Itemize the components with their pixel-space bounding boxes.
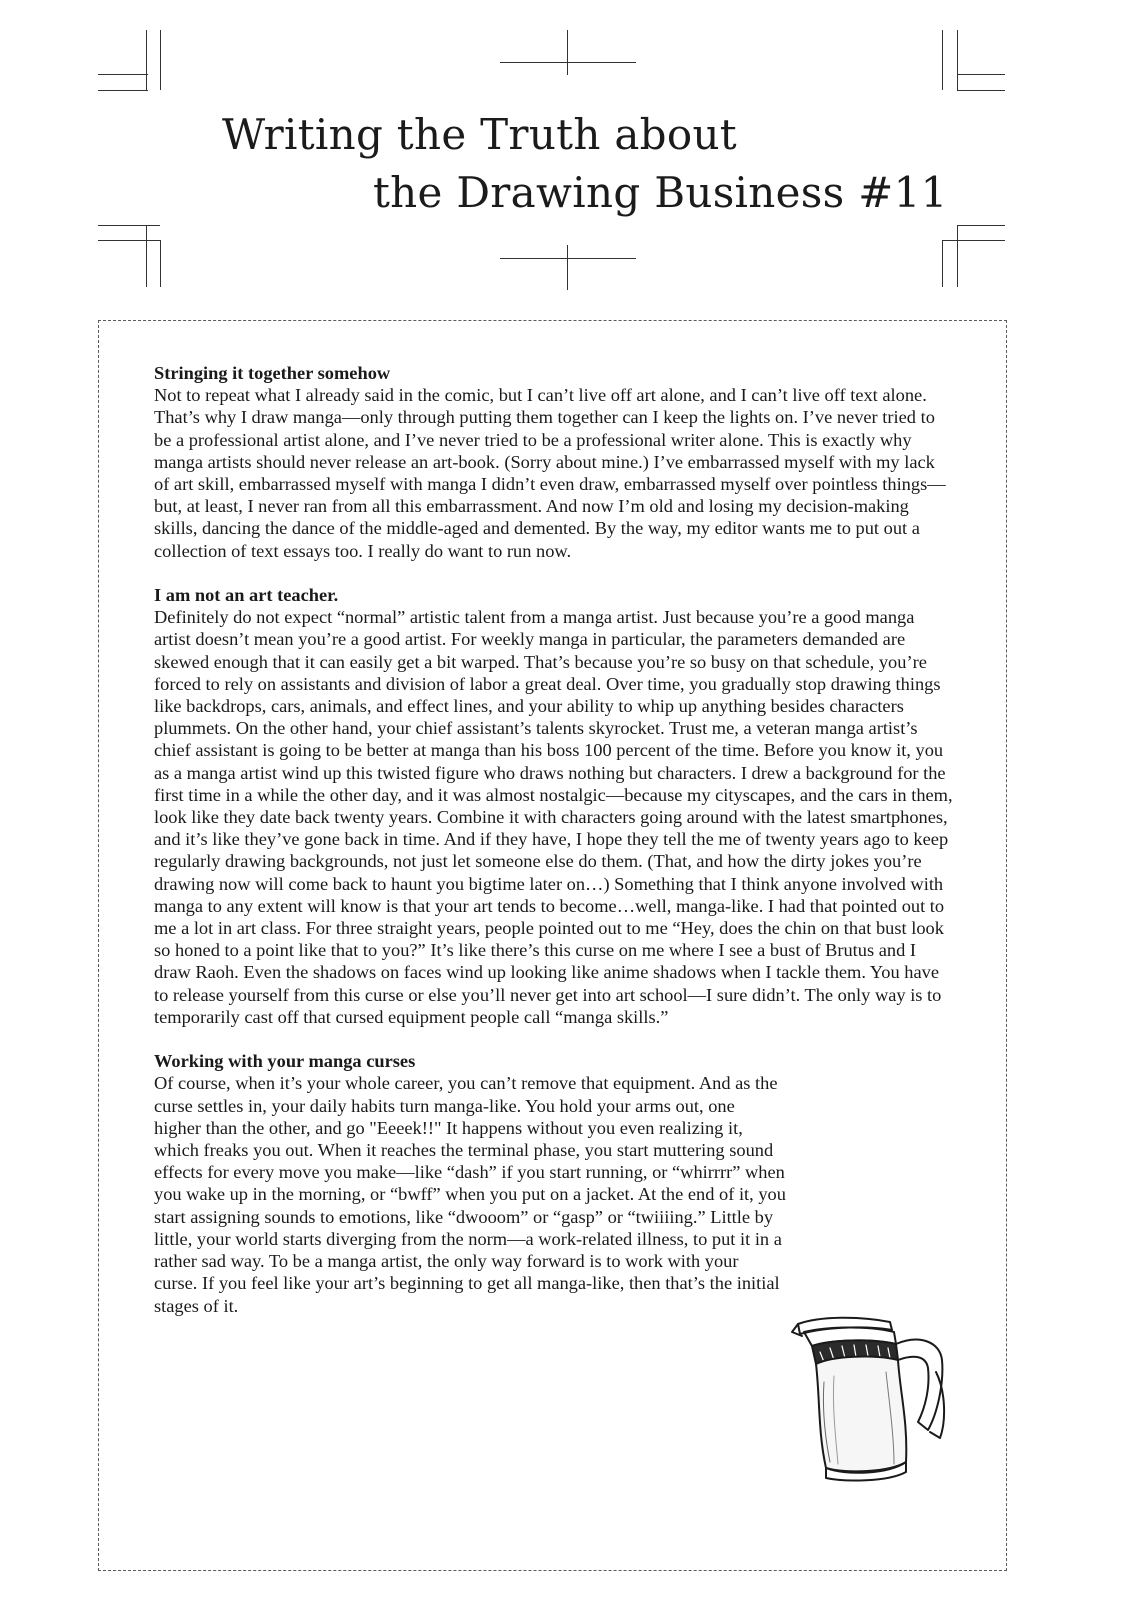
- section-heading: Stringing it together somehow: [154, 363, 391, 383]
- section-stringing-together: [154, 362, 954, 562]
- section-manga-curses: [154, 1050, 954, 1316]
- section-heading: I am not an art teacher.: [154, 585, 339, 606]
- page-title-line-2: the Drawing Business #11: [373, 168, 948, 217]
- section-paragraph: Not to repeat what I already said in the comic, but I can’t live off art alone, and I can’t live off text alone. That’s why I draw manga—only through putting them together can I keep the lights on. I’ve never tried to be a professional artist alone, and I’ve never tried to be a professional writer alone. This is exactly why manga artists should never release an art-book. (Sorry about mine.) I’ve embarrassed myself with my lack of art skill, embarrassed myself with manga I didn’t even draw, embarrassed myself over pointless things—but, at least, I never ran from all this embarrassment. And now I’m old and losing my decision-making skills, dancing the dance of the middle-aged and demented. By the way, my editor wants me to put out a collection of text essays too. I really do want to run now.: [154, 385, 946, 561]
- page-title-line-1: Writing the Truth about: [222, 110, 737, 159]
- essay-body: [154, 362, 954, 1339]
- section-paragraph: Of course, when it’s your whole career, you can’t remove that equipment. And as the curse settles in, your daily habits turn manga-like. You hold your arms out, one higher than the other, and go "Eeeek!!" It happens without you even realizing it, which freaks you out. When it reaches the terminal phase, you start muttering sound effects for every move you make—like “dash” if you start running, or “whirrrr” when you wake up in the morning, or “bwff” when you put on a jacket. At the end of it, you start assigning sounds to emotions, like “dwooom” or “gasp” or “twiiiing.” Little by little, your world starts diverging from the norm—a work-related illness, to put it in a rather sad way. To be a manga artist, the only way forward is to work with your curse. If you feel like your art’s beginning to get all manga-like, then that’s the initial stages of it.: [154, 1073, 786, 1316]
- section-heading: Working with your manga curses: [154, 1051, 416, 1072]
- coffee-carafe-illustration: [790, 1312, 950, 1484]
- section-paragraph: Definitely do not expect “normal” artistic talent from a manga artist. Just because you’re a good manga artist doesn’t mean you’re a good artist. For weekly manga in particular, the parameters demanded are skewed enough that it can easily get a bit warped. That’s because you’re so busy on that schedule, you’re forced to rely on assistants and division of labor a great deal. Over time, you gradually stop drawing things like backdrops, cars, animals, and effect lines, and your ability to whip up anything besides characters plummets. On the other hand, your chief assistant’s talents skyrocket. Trust me, a veteran manga artist’s chief assistant is going to be better at manga than his boss 100 percent of the time. Before you know it, you as a manga artist wind up this twisted figure who draws nothing but characters. I drew a background for the first time in a while the other day, and it was almost nostalgic—because my cityscapes, and the cars in them, look like they date back twenty years. Combine it with characters going around with the latest smartphones, and it’s like they’ve gone back in time. And if they have, I hope they tell the me of twenty years ago to keep regularly drawing backgrounds, not just let someone else do them. (That, and how the dirty jokes you’re drawing now will come back to haunt you bigtime later on…) Something that I think anyone involved with manga to any extent will know is that your art tends to become…well, manga-like. I had that pointed out to me a lot in art class. For three straight years, people pointed out to me “Hey, does the chin on that bust look so honed to a point like that to you?” It’s like there’s this curse on me where I see a bust of Brutus and I draw Raoh. Even the shadows on faces wind up looking like anime shadows when I tackle them. You have to release yourself from this curse or else you’ll never get into art school—I sure didn’t. The only way is to temporarily cast off that cursed equipment people call “manga skills.”: [154, 607, 953, 1027]
- section-not-art-teacher: [154, 584, 954, 1028]
